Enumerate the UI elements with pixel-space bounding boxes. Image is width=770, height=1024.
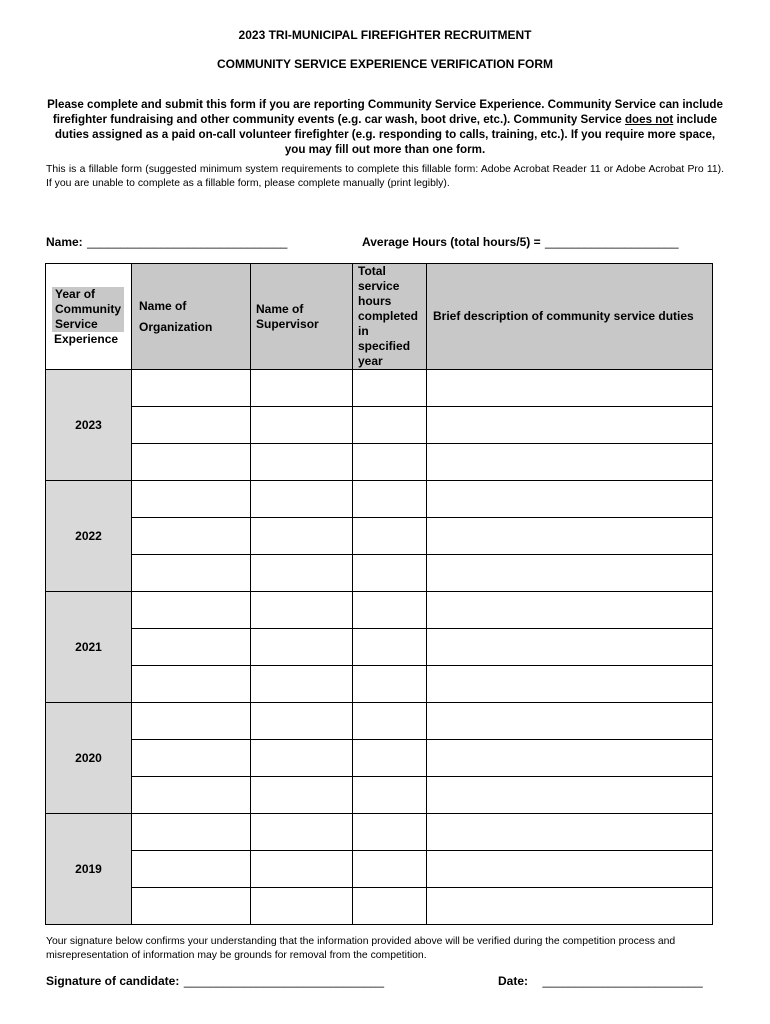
hours-input[interactable] <box>353 370 427 407</box>
description-input[interactable] <box>427 666 713 703</box>
hours-input[interactable] <box>353 518 427 555</box>
hours-input[interactable] <box>353 703 427 740</box>
table-row <box>46 703 713 740</box>
year-header-label: Year of Community Service <box>52 287 124 332</box>
date-field[interactable] <box>498 972 703 990</box>
organization-column-header <box>132 264 251 370</box>
date-input-line[interactable]: ________________________ <box>542 974 703 988</box>
description-input[interactable] <box>427 777 713 814</box>
hours-input[interactable] <box>353 407 427 444</box>
hours-input[interactable] <box>353 592 427 629</box>
signature-input-line[interactable]: ______________________________ <box>183 974 385 988</box>
signature-note: Your signature below confirms your understanding that the information provided above will be verified during the competition process and misrepresentation of information may be grounds for removal from the competition. <box>46 936 676 961</box>
form-subtitle: COMMUNITY SERVICE EXPERIENCE VERIFICATION FORM <box>216 57 554 71</box>
supervisor-input[interactable] <box>251 555 353 592</box>
supervisor-input[interactable] <box>251 629 353 666</box>
table-row <box>46 407 713 444</box>
description-input[interactable] <box>427 740 713 777</box>
organization-input[interactable] <box>132 851 251 888</box>
description-column-header <box>427 264 713 370</box>
hours-input[interactable] <box>353 555 427 592</box>
year-cell-2019: 2019 <box>46 814 132 925</box>
hours-column-header <box>353 264 427 370</box>
table-row <box>46 370 713 407</box>
organization-input[interactable] <box>132 481 251 518</box>
name-label: Name: <box>46 235 83 249</box>
supervisor-input[interactable] <box>251 851 353 888</box>
signature-field[interactable] <box>46 972 384 990</box>
description-input[interactable] <box>427 481 713 518</box>
year-column-header <box>46 264 132 370</box>
date-label: Date: <box>498 974 529 988</box>
table-row <box>46 444 713 481</box>
table-row <box>46 518 713 555</box>
fillable-note: This is a fillable form (suggested minimum system requirements to complete this fillable form: Adobe Acrobat Reader 11 or Adobe Acrobat Pro 11). If you are unable to complete as a fillable form, please complete manually (print legibly). <box>46 164 724 189</box>
signature-label: Signature of candidate: <box>46 974 180 988</box>
average-hours-input-line[interactable]: ____________________ <box>545 235 679 249</box>
hours-input[interactable] <box>353 629 427 666</box>
year-header-label-extra: Experience <box>54 331 119 346</box>
supervisor-column-header <box>251 264 353 370</box>
table-row <box>46 481 713 518</box>
description-input[interactable] <box>427 703 713 740</box>
table-row <box>46 555 713 592</box>
organization-header-label: Name of Organization <box>139 298 213 334</box>
name-field[interactable] <box>46 233 287 251</box>
year-cell-2021: 2021 <box>46 592 132 703</box>
instructions-emphasis: does not <box>624 113 674 126</box>
table-header-row <box>46 264 713 370</box>
table-row <box>46 666 713 703</box>
hours-input[interactable] <box>353 851 427 888</box>
table-row <box>46 888 713 925</box>
hours-input[interactable] <box>353 777 427 814</box>
supervisor-input[interactable] <box>251 407 353 444</box>
description-input[interactable] <box>427 629 713 666</box>
hours-input[interactable] <box>353 814 427 851</box>
hours-header-label: Total service hours completed in specified year <box>358 264 419 368</box>
organization-input[interactable] <box>132 777 251 814</box>
supervisor-input[interactable] <box>251 814 353 851</box>
average-hours-label: Average Hours (total hours/5) = <box>362 235 541 249</box>
table-row <box>46 740 713 777</box>
name-input-line[interactable]: ______________________________ <box>87 235 288 249</box>
supervisor-input[interactable] <box>251 740 353 777</box>
supervisor-input[interactable] <box>251 592 353 629</box>
description-input[interactable] <box>427 814 713 851</box>
instructions <box>46 97 724 157</box>
description-input[interactable] <box>427 407 713 444</box>
average-hours-field[interactable] <box>362 233 679 251</box>
supervisor-input[interactable] <box>251 518 353 555</box>
organization-input[interactable] <box>132 370 251 407</box>
experience-table <box>45 263 713 925</box>
year-cell-2020: 2020 <box>46 703 132 814</box>
table-row <box>46 777 713 814</box>
organization-input[interactable] <box>132 703 251 740</box>
table-row <box>46 629 713 666</box>
instructions-part2: include duties assigned as a paid on-call volunteer firefighter (e.g. responding to calls, training, etc.). If you require more space, you may fill out more than one form. <box>54 113 718 156</box>
description-header-label: Brief description of community service duties <box>433 309 694 323</box>
organization-input[interactable] <box>132 629 251 666</box>
organization-input[interactable] <box>132 407 251 444</box>
organization-input[interactable] <box>132 444 251 481</box>
year-cell-2022: 2022 <box>46 481 132 592</box>
description-input[interactable] <box>427 888 713 925</box>
instructions-part1: Please complete and submit this form if you are reporting Community Service Experience. Community Service can include firefighter fundraising and other community events (e.g. car wash, boot drive, etc.). Community Service <box>47 98 723 126</box>
table-row <box>46 851 713 888</box>
organization-input[interactable] <box>132 888 251 925</box>
description-input[interactable] <box>427 555 713 592</box>
hours-input[interactable] <box>353 888 427 925</box>
description-input[interactable] <box>427 518 713 555</box>
description-input[interactable] <box>427 444 713 481</box>
hours-input[interactable] <box>353 444 427 481</box>
hours-input[interactable] <box>353 740 427 777</box>
organization-input[interactable] <box>132 592 251 629</box>
organization-input[interactable] <box>132 555 251 592</box>
supervisor-input[interactable] <box>251 888 353 925</box>
supervisor-input[interactable] <box>251 444 353 481</box>
supervisor-input[interactable] <box>251 370 353 407</box>
description-input[interactable] <box>427 851 713 888</box>
supervisor-input[interactable] <box>251 481 353 518</box>
description-input[interactable] <box>427 592 713 629</box>
supervisor-header-label: Name of Supervisor <box>256 301 319 331</box>
description-input[interactable] <box>427 370 713 407</box>
supervisor-input[interactable] <box>251 666 353 703</box>
organization-input[interactable] <box>132 518 251 555</box>
table-row <box>46 592 713 629</box>
year-cell-2023: 2023 <box>46 370 132 481</box>
organization-input[interactable] <box>132 740 251 777</box>
supervisor-input[interactable] <box>251 777 353 814</box>
organization-input[interactable] <box>132 666 251 703</box>
hours-input[interactable] <box>353 481 427 518</box>
hours-input[interactable] <box>353 666 427 703</box>
form-title: 2023 TRI-MUNICIPAL FIREFIGHTER RECRUITMENT <box>238 28 532 42</box>
supervisor-input[interactable] <box>251 703 353 740</box>
table-row <box>46 814 713 851</box>
organization-input[interactable] <box>132 814 251 851</box>
